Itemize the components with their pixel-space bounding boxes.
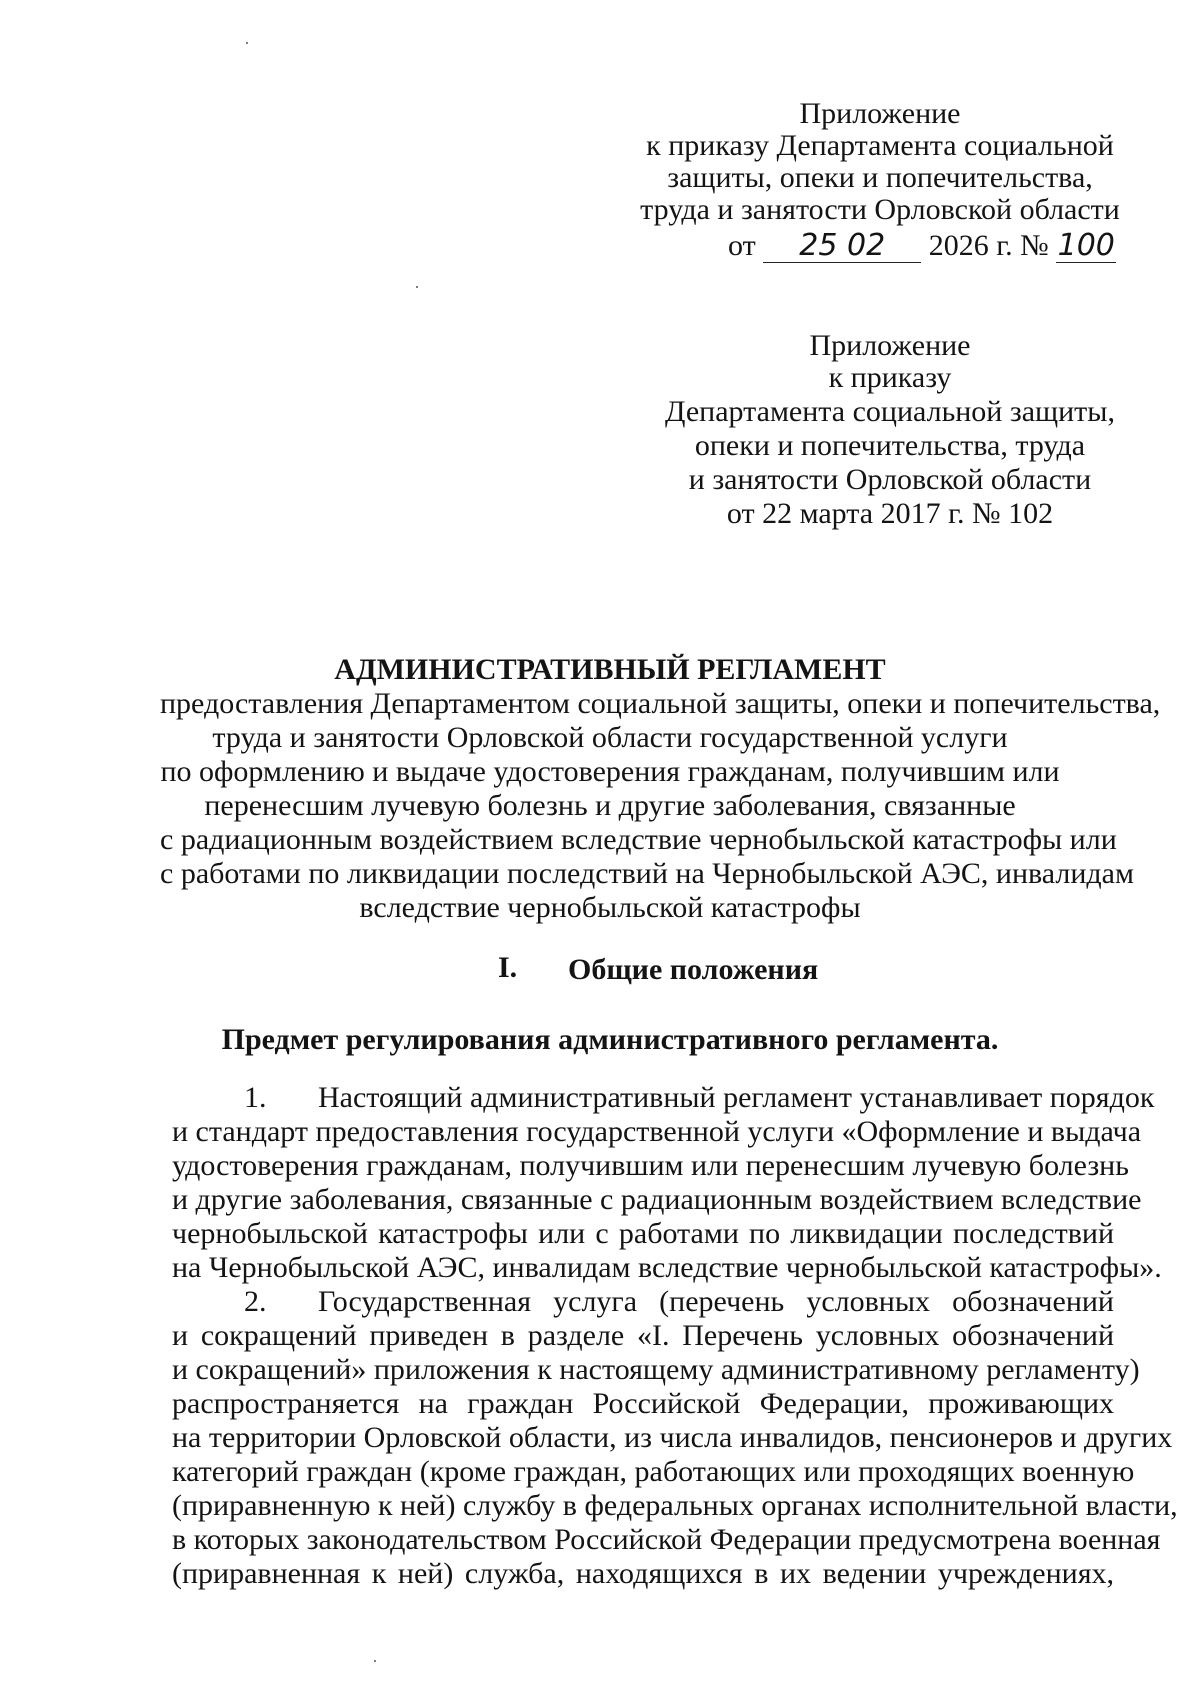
header2-line1: Приложение [809, 329, 971, 362]
paragraph2-number: 2. [244, 1285, 267, 1318]
header2-line3: Департамента социальной защиты, [665, 395, 1115, 428]
handwritten-date: 25 02 [763, 228, 921, 263]
paragraph2-line8: в которых законодательством Российской Федерации предусмотрена военная [172, 1523, 1161, 1556]
title-sub-6: с работами по ликвидации последствий на Чернобыльской АЭС, инвалидам [160, 857, 1134, 890]
paragraph2-line3: и сокращений» приложения к настоящему административному регламенту) [172, 1353, 1140, 1386]
paragraph1-line3: удостоверения гражданам, получившим или перенесшим лучевую болезнь [172, 1149, 1129, 1182]
paragraph2-line6: категорий граждан (кроме граждан, работающих или проходящих военную [172, 1455, 1135, 1488]
header1-line3: защиты, опеки и попечительства, [667, 161, 1093, 194]
header1-ot: от [728, 229, 756, 262]
header1-line2: к приказу Департамента социальной [646, 129, 1114, 162]
title-sub-7: вследствие чернобыльской катастрофы [359, 891, 861, 924]
paragraph2-line5: на территории Орловской области, из числа инвалидов, пенсионеров и других [172, 1421, 1173, 1454]
header1-year: 2026 г. № [928, 229, 1049, 262]
scan-speck [246, 42, 248, 44]
title-sub-3: по оформлению и выдаче удостоверения гражданам, получившим или [160, 755, 1060, 788]
header1-line4: труда и занятости Орловской области [640, 193, 1120, 226]
paragraph1-line1: Настоящий административный регламент устанавливает порядок [318, 1081, 1155, 1114]
header2-line2: к приказу [828, 361, 952, 394]
paragraph1-number: 1. [244, 1081, 267, 1114]
section-number: I. [498, 951, 518, 984]
paragraph2-line1: Государственная услуга (перечень условных обозначений [318, 1285, 1114, 1318]
header2-line6: от 22 марта 2017 г. № 102 [726, 497, 1054, 530]
paragraph1-line2: и стандарт предоставления государственной услуги «Оформление и выдача [172, 1115, 1142, 1148]
title-sub-5: с радиационным воздействием вследствие чернобыльской катастрофы или [160, 823, 1117, 856]
scan-speck [374, 1660, 376, 1662]
header1-line1: Приложение [799, 97, 961, 130]
paragraph1-line6: на Чернобыльской АЭС, инвалидам вследствие чернобыльской катастрофы». [172, 1251, 1162, 1284]
header2-line5: и занятости Орловской области [688, 463, 1092, 496]
title-sub-2: труда и занятости Орловской области государственной услуги [212, 721, 1008, 754]
paragraph2-line4: распространяется на граждан Российской Федерации, проживающих [172, 1387, 1114, 1420]
title-sub-4: перенесшим лучевую болезнь и другие заболевания, связанные [204, 789, 1016, 822]
regulation-title: АДМИНИСТРАТИВНЫЙ РЕГЛАМЕНТ [334, 653, 886, 686]
header1-date-line [728, 228, 1116, 264]
title-sub-1: предоставления Департаментом социальной защиты, опеки и попечительства, [160, 687, 1161, 720]
handwritten-number: 100 [1057, 228, 1115, 263]
scan-speck [416, 286, 418, 288]
section-title: Общие положения [568, 953, 819, 986]
paragraph1-line5: чернобыльской катастрофы или с работами по ликвидации последствий [172, 1217, 1114, 1250]
paragraph2-line2: и сокращений приведен в разделе «I. Перечень условных обозначений [172, 1319, 1114, 1352]
paragraph2-line7: (приравненную к ней) службу в федеральных органах исполнительной власти, [172, 1489, 1178, 1522]
paragraph1-line4: и другие заболевания, связанные с радиационным воздействием вследствие [172, 1183, 1142, 1216]
subject-heading: Предмет регулирования административного регламента. [221, 1023, 999, 1056]
paragraph2-line9: (приравненная к ней) служба, находящихся в их ведении учреждениях, [172, 1557, 1114, 1590]
header2-line4: опеки и попечительства, труда [694, 429, 1086, 462]
